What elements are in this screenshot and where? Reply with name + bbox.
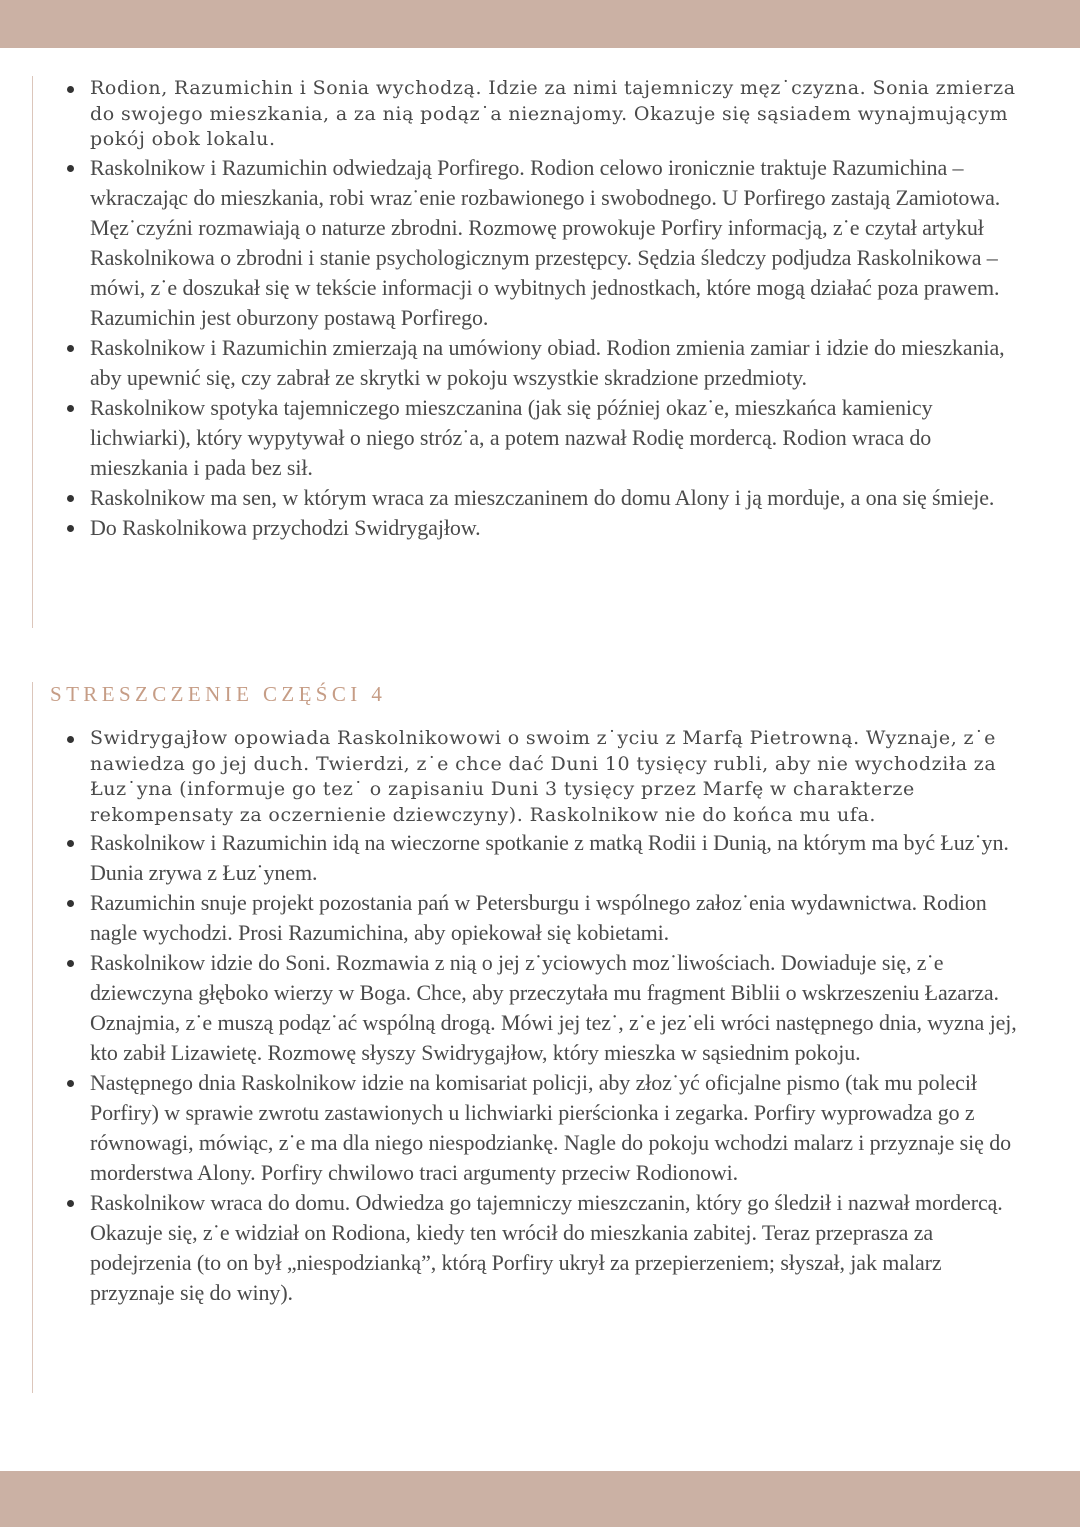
- list-item: Raskolnikow idzie do Soni. Rozmawia z nią o jej z˙yciowych moz˙liwościach. Dowiaduje się, z˙e dziewczyna głęboko wierzy w Boga. Chce, aby przeczytała mu fragment Biblii o wskrzeszeniu Łazarza. Oznajmia, z˙e muszą podąz˙ać wspólną drogą. Mówi jej tez˙, z˙e jez˙eli wróci następnego dnia, wyzna jej, kto zabił Lizawietę. Rozmowę słyszy Swidrygajłow, który mieszka w sąsiednim pokoju.: [65, 948, 1025, 1068]
- part3-bullet-list: [65, 76, 1025, 543]
- list-item: Raskolnikow spotyka tajemniczego mieszczanina (jak się później okaz˙e, mieszkańca kamienicy lichwiarki), który wypytywał o niego stróz˙a, a potem nazwał Rodię mordercą. Rodion wraca do mieszkania i pada bez sił.: [65, 393, 1025, 483]
- part4-summary-section: [32, 682, 1033, 1393]
- part3-summary-section: [32, 76, 1033, 628]
- list-item: Raskolnikow i Razumichin odwiedzają Porfirego. Rodion celowo ironicznie traktuje Razumichina – wkraczając do mieszkania, robi wraz˙enie rozbawionego i swobodnego. U Porfirego zastają Zamiotowa. Męz˙czyźni rozmawiają o naturze zbrodni. Rozmowę prowokuje Porfiry informacją, z˙e czytał artykuł Raskolnikowa o zbrodni i stanie psychologicznym przestępcy. Sędzia śledczy podjudza Raskolnikowa – mówi, z˙e doszukał się w tekście informacji o wybitnych jednostkach, które mogą działać poza prawem. Razumichin jest oburzony postawą Porfirego.: [65, 153, 1025, 333]
- top-band: [0, 0, 1080, 48]
- section-heading: STRESZCZENIE CZĘŚCI 4: [50, 682, 387, 706]
- list-item: Następnego dnia Raskolnikow idzie na komisariat policji, aby złoz˙yć oficjalne pismo (tak mu polecił Porfiry) w sprawie zwrotu zastawionych u lichwiarki pierścionka i zegarka. Porfiry wyprowadza go z równowagi, mówiąc, z˙e ma dla niego niespodziankę. Nagle do pokoju wchodzi malarz i przyznaje się do morderstwa Alony. Porfiry chwilowo traci argumenty przeciw Rodionowi.: [65, 1068, 1025, 1188]
- part4-bullet-list: [65, 726, 1025, 1308]
- list-item: Raskolnikow ma sen, w którym wraca za mieszczaninem do domu Alony i ją morduje, a ona się śmieje.: [65, 483, 1025, 513]
- bottom-band: [0, 1471, 1080, 1527]
- list-item: Do Raskolnikowa przychodzi Swidrygajłow.: [65, 513, 1025, 543]
- list-item: Swidrygajłow opowiada Raskolnikowowi o swoim z˙yciu z Marfą Pietrowną. Wyznaje, z˙e nawiedza go jej duch. Twierdzi, z˙e chce dać Duni 10 tysięcy rubli, aby nie wychodziła za Łuz˙yna (informuje go tez˙ o zapisaniu Duni 3 tysięcy przez Marfę w charakterze rekompensaty za oczernienie dziewczyny). Raskolnikow nie do końca mu ufa.: [65, 726, 1025, 828]
- list-item: Raskolnikow wraca do domu. Odwiedza go tajemniczy mieszczanin, który go śledził i nazwał mordercą. Okazuje się, z˙e widział on Rodiona, kiedy ten wrócił do mieszkania zabitej. Teraz przeprasza za podejrzenia (to on był „niespodzianką”, którą Porfiry ukrył za przepierzeniem; słyszał, jak malarz przyznaje się do winy).: [65, 1188, 1025, 1308]
- list-item: Raskolnikow i Razumichin idą na wieczorne spotkanie z matką Rodii i Dunią, na którym ma być Łuz˙yn. Dunia zrywa z Łuz˙ynem.: [65, 828, 1025, 888]
- list-item: Rodion, Razumichin i Sonia wychodzą. Idzie za nimi tajemniczy męz˙czyzna. Sonia zmierza do swojego mieszkania, a za nią podąz˙a nieznajomy. Okazuje się sąsiadem wynajmującym pokój obok lokalu.: [65, 76, 1025, 153]
- list-item: Raskolnikow i Razumichin zmierzają na umówiony obiad. Rodion zmienia zamiar i idzie do mieszkania, aby upewnić się, czy zabrał ze skrytki w pokoju wszystkie skradzione przedmioty.: [65, 333, 1025, 393]
- list-item: Razumichin snuje projekt pozostania pań w Petersburgu i wspólnego załoz˙enia wydawnictwa. Rodion nagle wychodzi. Prosi Razumichina, aby opiekował się kobietami.: [65, 888, 1025, 948]
